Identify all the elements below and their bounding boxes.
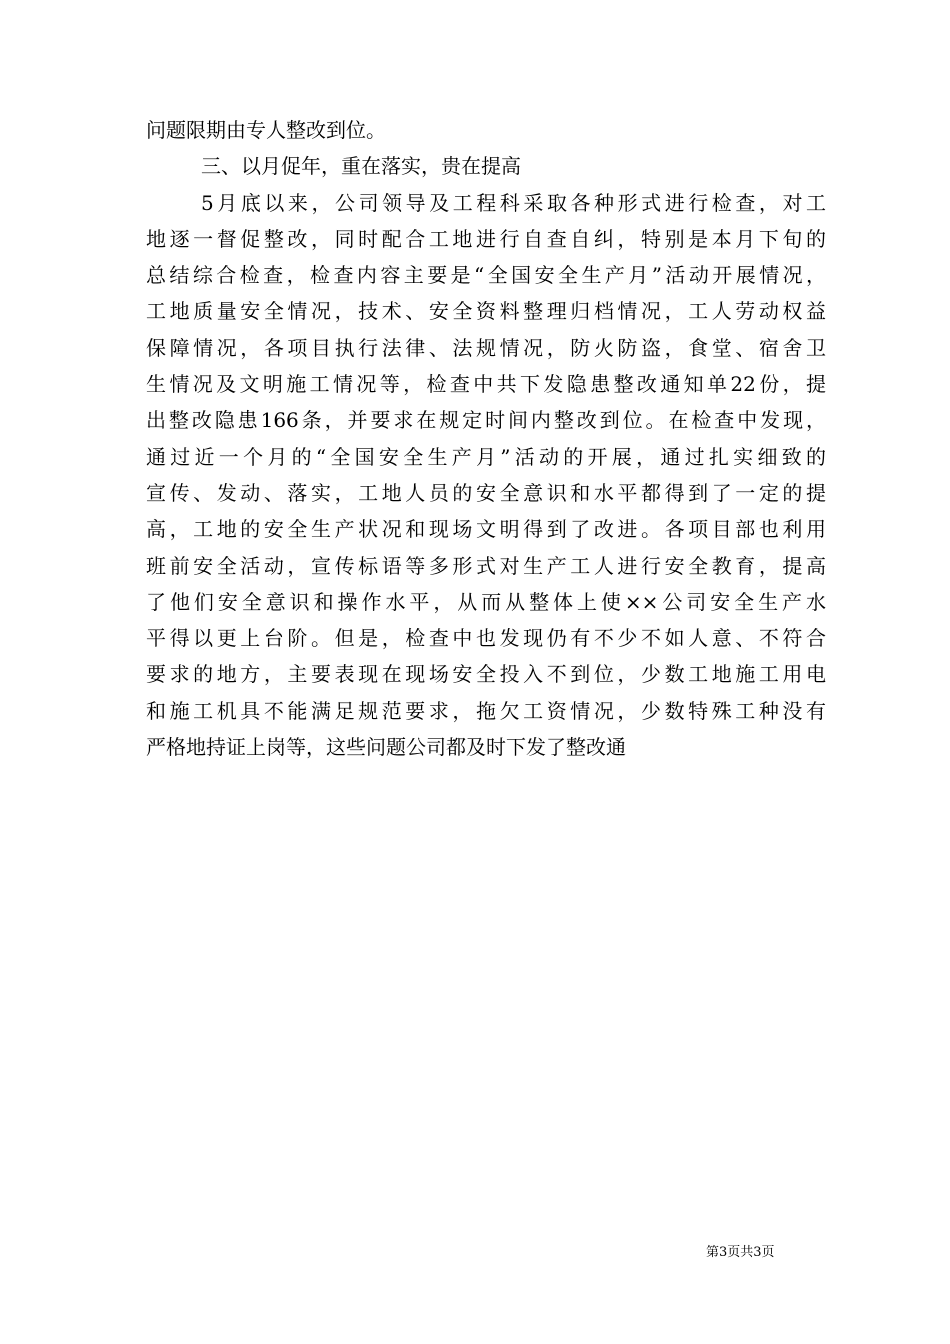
- text-line: 要求的地方，主要表现在现场安全投入不到位，少数工地施工用电: [146, 662, 826, 687]
- body-text: [146, 112, 826, 765]
- text-line: 高，工地的安全生产状况和现场文明得到了改进。各项目部也利用: [146, 517, 826, 542]
- text-line: 生情况及文明施工情况等，检查中共下发隐患整改通知单22份，提: [146, 372, 826, 397]
- section-heading: 三、以月促年，重在落实，贵在提高: [201, 154, 521, 179]
- text-line: 了他们安全意识和操作水平，从而从整体上使××公司安全生产水: [146, 589, 826, 614]
- text-line: 5月底以来，公司领导及工程科采取各种形式进行检查，对工: [201, 190, 826, 215]
- text-line: 保障情况，各项目执行法律、法规情况，防火防盗，食堂、宿舍卫: [146, 335, 826, 360]
- text-line: 通过近一个月的“全国安全生产月”活动的开展，通过扎实细致的: [146, 444, 826, 469]
- text-line: 严格地持证上岗等，这些问题公司都及时下发了整改通: [146, 735, 626, 760]
- page-number-footer: 第3页共3页: [706, 1245, 775, 1260]
- text-line: 宣传、发动、落实，工地人员的安全意识和水平都得到了一定的提: [146, 480, 826, 505]
- text-line: 出整改隐患166条，并要求在规定时间内整改到位。在检查中发现，: [146, 408, 826, 433]
- text-line: 平得以更上台阶。但是，检查中也发现仍有不少不如人意、不符合: [146, 626, 826, 651]
- text-line: 地逐一督促整改，同时配合工地进行自查自纠，特别是本月下旬的: [146, 226, 826, 251]
- text-line: 工地质量安全情况，技术、安全资料整理归档情况，工人劳动权益: [146, 299, 826, 324]
- text-line: 和施工机具不能满足规范要求，拖欠工资情况，少数特殊工种没有: [146, 698, 826, 723]
- text-line: 班前安全活动，宣传标语等多形式对生产工人进行安全教育，提高: [146, 553, 826, 578]
- text-line: 总结综合检查，检查内容主要是“全国安全生产月”活动开展情况，: [146, 263, 826, 288]
- text-line: 问题限期由专人整改到位。: [146, 118, 386, 142]
